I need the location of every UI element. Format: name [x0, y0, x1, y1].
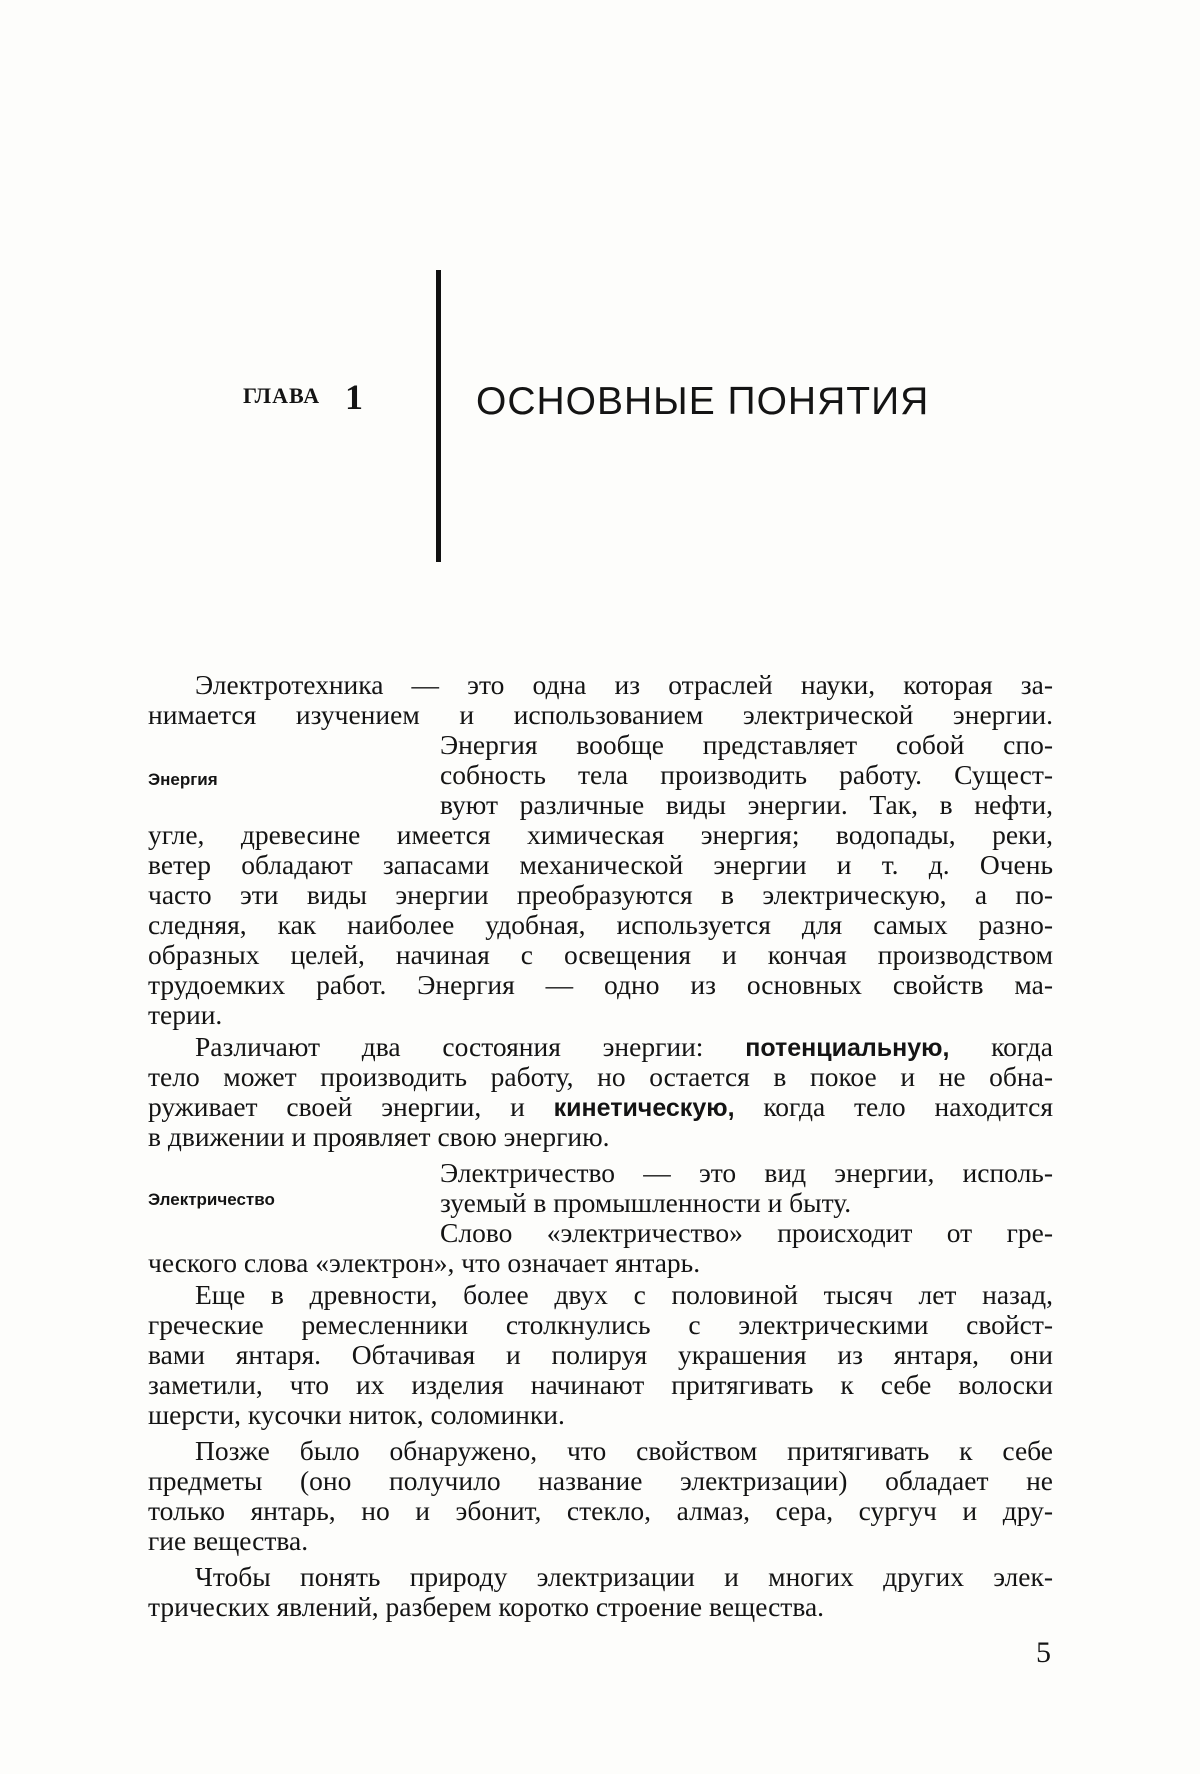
text-line: тело может производить работу, но остается в покое и не обна- — [148, 1061, 1053, 1092]
margin-note-electricity: Электричество — [148, 1190, 275, 1209]
text-line: заметили, что их изделия начинают притягивать к себе волоски — [148, 1369, 1053, 1400]
text-line: ческого слова «электрон», что означает янтарь. — [148, 1247, 701, 1278]
chapter-number: 1 — [345, 377, 363, 417]
text-line: греческие ремесленники столкнулись с электрическими свойст- — [148, 1309, 1053, 1340]
page-number: 5 — [1036, 1636, 1051, 1669]
text-line: зуемый в промышленности и быту. — [440, 1187, 852, 1218]
margin-note-energy: Энергия — [148, 770, 218, 789]
text-line: вами янтаря. Обтачивая и полируя украшения из янтаря, они — [148, 1339, 1053, 1370]
text-line: Энергия вообще представляет собой спо- — [440, 729, 1053, 760]
text-line: Еще в древности, более двух с половиной тысяч лет назад, — [195, 1279, 1053, 1310]
text-line: вуют различные виды энергии. Так, в нефти, — [440, 789, 1053, 820]
text-line-mixed — [148, 1092, 1053, 1122]
text-line: Слово «электричество» происходит от гре- — [440, 1217, 1053, 1248]
text-line-mixed — [195, 1032, 1053, 1062]
text-line: терии. — [148, 999, 223, 1030]
term-potential: потенциальную, — [745, 1034, 950, 1062]
text-line: Электротехника — это одна из отраслей науки, которая за- — [195, 669, 1053, 700]
chapter-label: ГЛАВА — [243, 383, 321, 408]
chapter-divider — [436, 270, 441, 562]
chapter-title: ОСНОВНЫЕ ПОНЯТИЯ — [476, 380, 930, 423]
text-line: только янтарь, но и эбонит, стекло, алмаз, сера, сургуч и дру- — [148, 1495, 1053, 1526]
text-line: гие вещества. — [148, 1525, 309, 1556]
text-line: Электричество — это вид энергии, исполь- — [440, 1157, 1053, 1188]
text-line: ветер обладают запасами механической энергии и т. д. Очень — [148, 849, 1053, 880]
text-line: образных целей, начиная с освещения и кончая производством — [148, 939, 1053, 970]
text-line: нимается изучением и использованием электрической энергии. — [148, 699, 1053, 730]
text-line: шерсти, кусочки ниток, соломинки. — [148, 1399, 565, 1430]
text-line: часто эти виды энергии преобразуются в электрическую, а по- — [148, 879, 1053, 910]
text-fragment: когда тело находится — [763, 1091, 1054, 1122]
text-line: Позже было обнаружено, что свойством притягивать к себе — [195, 1435, 1053, 1466]
text-fragment: Различают два состояния энергии: — [195, 1031, 704, 1062]
text-line: угле, древесине имеется химическая энергия; водопады, реки, — [148, 819, 1053, 850]
text-line: предметы (оно получило название электризации) обладает не — [148, 1465, 1053, 1496]
text-fragment: руживает своей энергии, и — [148, 1091, 525, 1122]
text-fragment: когда — [991, 1031, 1053, 1062]
text-line: собность тела производить работу. Сущест- — [440, 759, 1053, 790]
text-line: следняя, как наиболее удобная, используется для самых разно- — [148, 909, 1053, 940]
text-line: Чтобы понять природу электризации и многих других элек- — [195, 1561, 1053, 1592]
term-kinetic: кинетическую, — [553, 1094, 735, 1122]
text-line: трических явлений, разберем коротко строение вещества. — [148, 1591, 825, 1622]
text-line: в движении и проявляет свою энергию. — [148, 1121, 610, 1152]
text-line: трудоемких работ. Энергия — одно из основных свойств ма- — [148, 969, 1053, 1000]
